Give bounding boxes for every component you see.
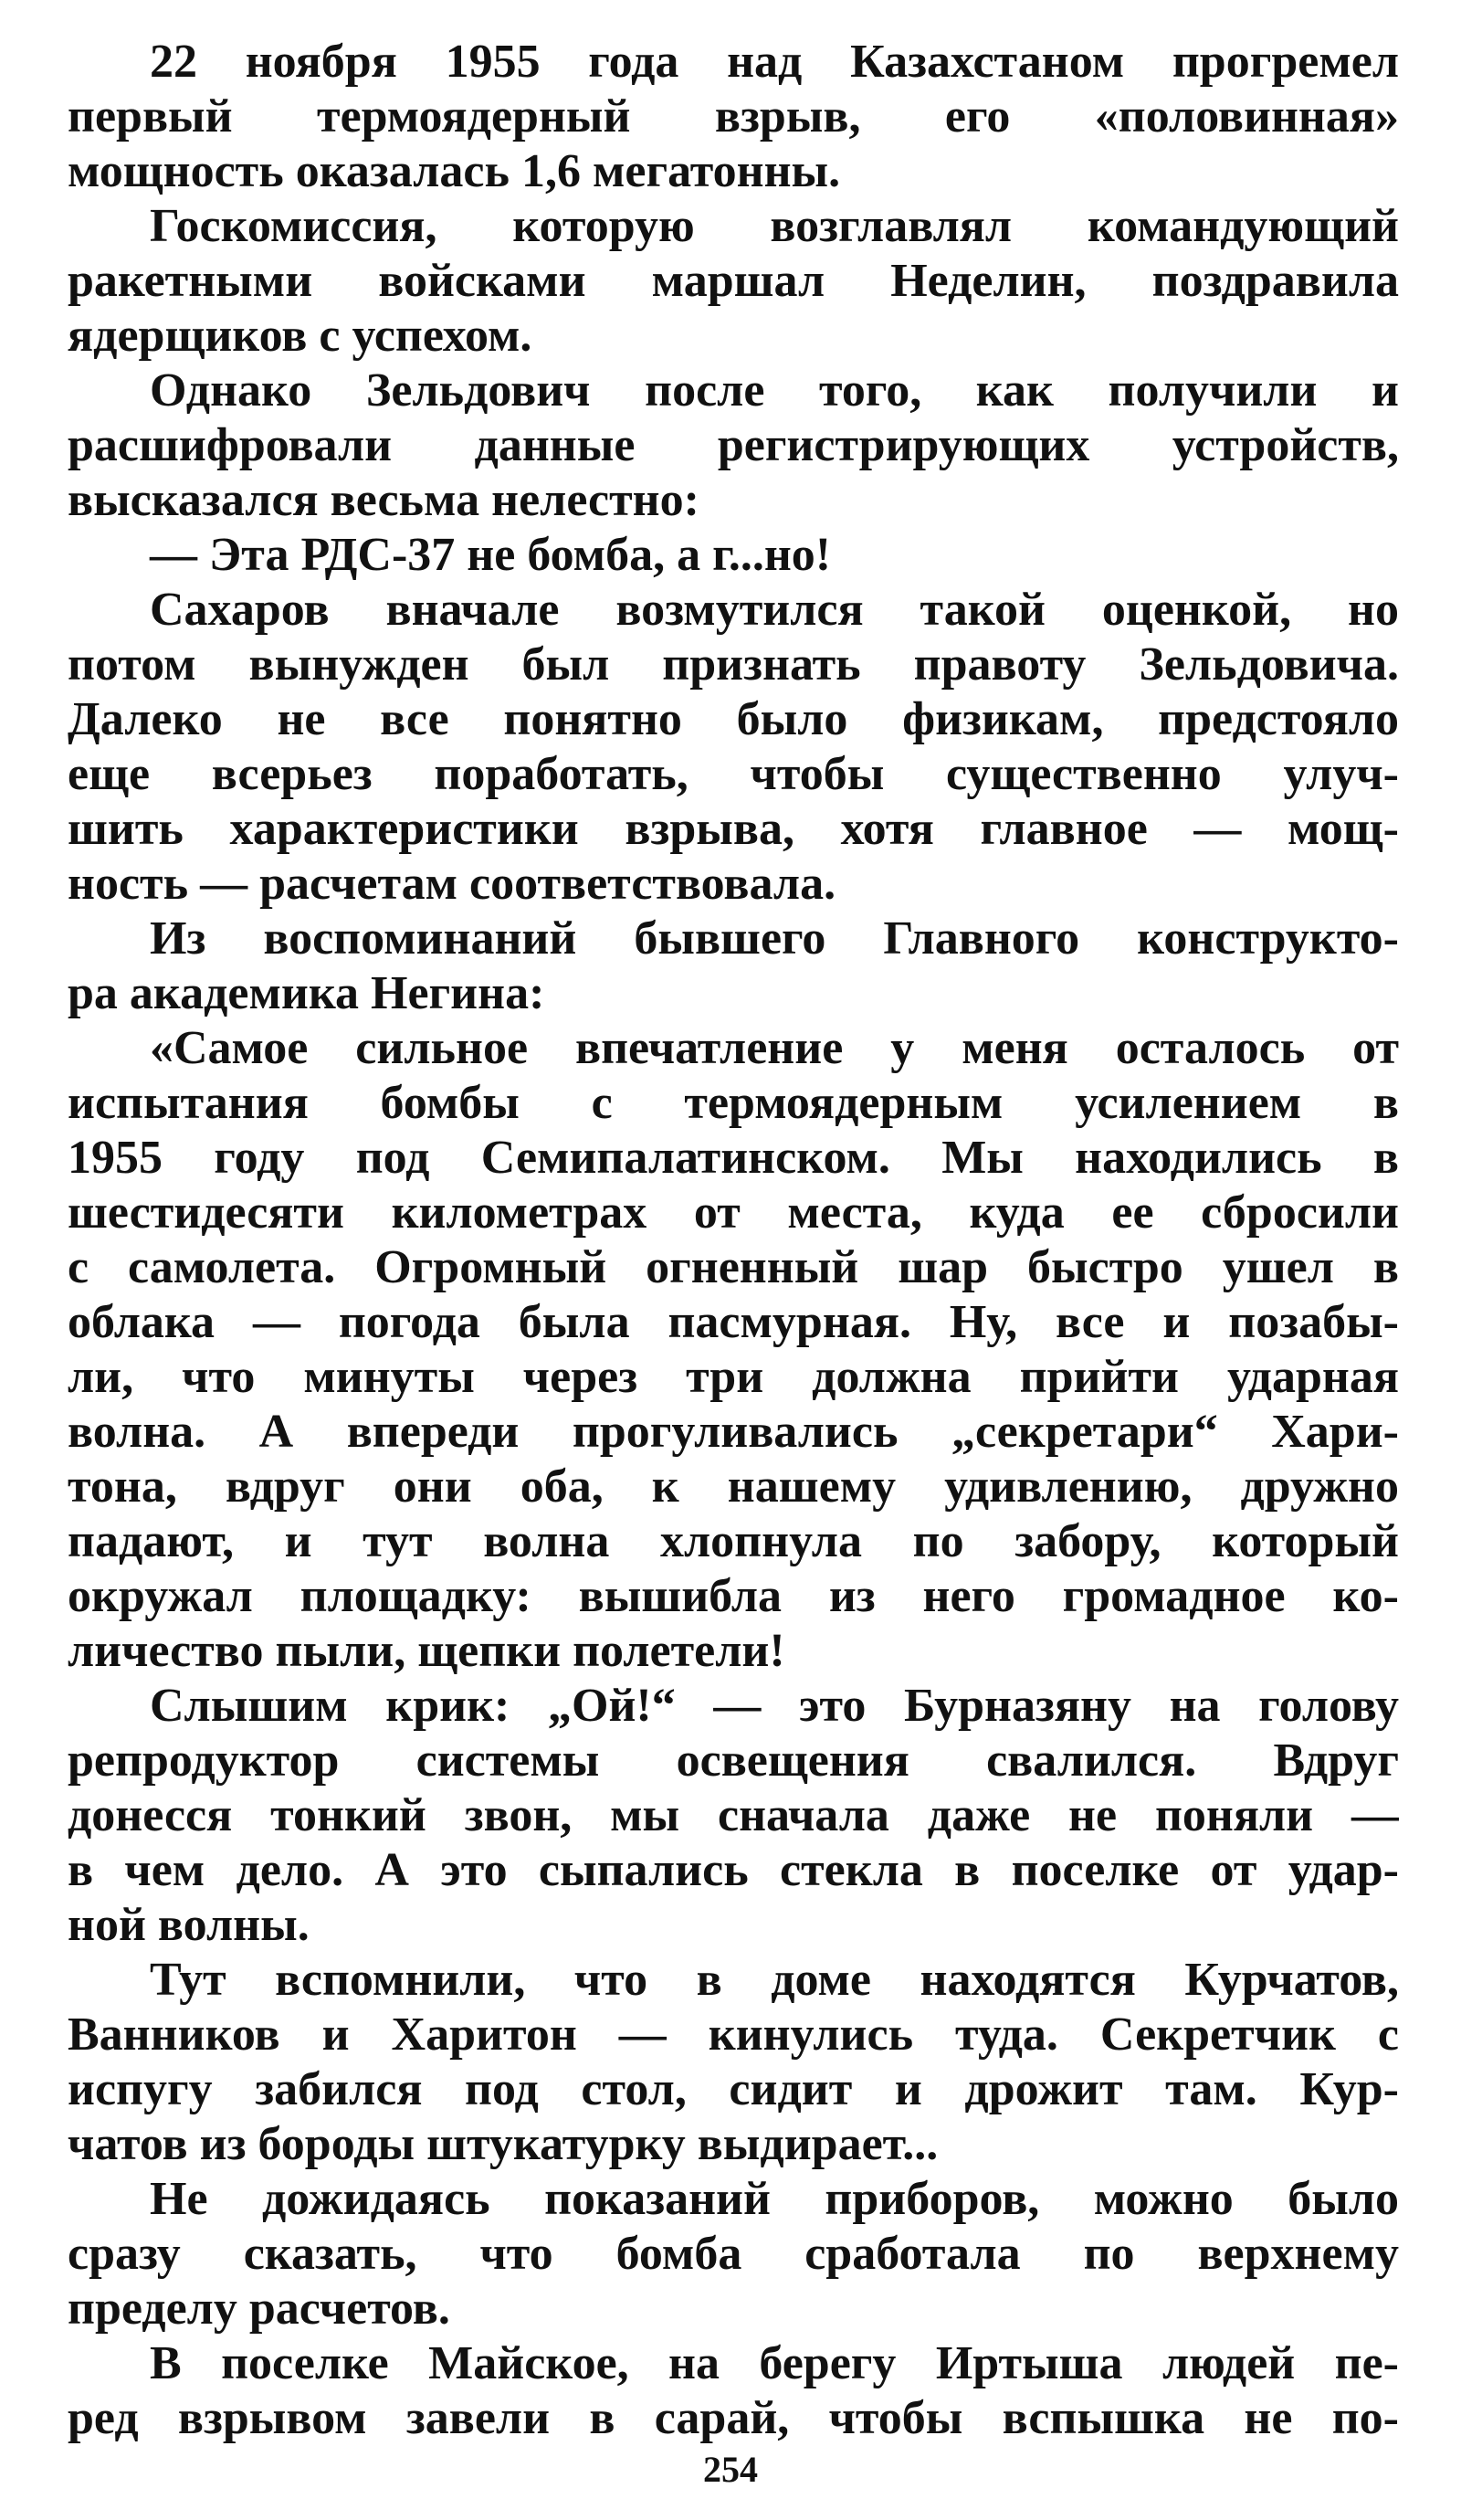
quote-line: донесся тонкий звон, мы сначала даже не поняли — <box>68 1789 1399 1841</box>
text-line: 22 ноября 1955 года над Казахстаном прогремел <box>150 36 1399 88</box>
text-column <box>68 35 1399 2446</box>
text-line: первый термоядерный взрыв, его «половинная» <box>68 90 1399 142</box>
quote-line: сразу сказать, что бомба сработала по верхнему <box>68 2228 1399 2280</box>
text-line: ра академика Негина: <box>68 967 545 1019</box>
quote-line: падают, и тут волна хлопнула по забору, который <box>68 1515 1399 1567</box>
text-line: высказался весьма нелестно: <box>68 474 699 526</box>
text-line: Госкомиссия, которую возглавлял командующий <box>150 200 1399 252</box>
quote-line: ной волны. <box>68 1899 310 1951</box>
quote-line: 1955 году под Семипалатинском. Мы находились в <box>68 1132 1399 1184</box>
quote-line: окружал площадку: вышибла из него громадное ко- <box>68 1570 1399 1622</box>
text-line: еще всерьез поработать, чтобы существенно улуч- <box>68 748 1399 800</box>
text-line: ность — расчетам соответствовала. <box>68 858 836 910</box>
page-number: 254 <box>703 2449 758 2490</box>
text-line: ракетными войсками маршал Неделин, поздравила <box>68 255 1399 307</box>
quote-line: с самолета. Огромный огненный шар быстро ушел в <box>68 1241 1399 1293</box>
quote-line: шестидесяти километрах от места, куда ее сбросили <box>68 1186 1399 1239</box>
text-line: Сахаров вначале возмутился такой оценкой, но <box>150 584 1399 636</box>
quote-line: чатов из бороды штукатурку выдирает... <box>68 2118 939 2170</box>
text-line: потом вынужден был признать правоту Зельдовича. <box>68 638 1399 691</box>
text-line: расшифровали данные регистрирующих устройств, <box>68 419 1399 471</box>
text-line: Далеко не все понятно было физикам, предстояло <box>68 693 1399 745</box>
quote-line: облака — погода была пасмурная. Ну, все и позабы- <box>68 1296 1399 1348</box>
text-line: мощность оказалась 1,6 мегатонны. <box>68 145 841 197</box>
quote-line: Не дожидаясь показаний приборов, можно было <box>150 2173 1399 2225</box>
quote-line: Слышим крик: „Ой!“ — это Бурназяну на голову <box>150 1680 1399 1732</box>
quote-line: «Самое сильное впечатление у меня осталось от <box>150 1022 1399 1074</box>
text-line: ядерщиков с успехом. <box>68 310 532 362</box>
text-line: Из воспоминаний бывшего Главного конструкто- <box>150 912 1399 965</box>
quote-line: в чем дело. А это сыпались стекла в поселке от удар- <box>68 1844 1399 1896</box>
text-line: ред взрывом завели в сарай, чтобы вспышка не по- <box>68 2392 1399 2444</box>
dialogue-line: — Эта РДС-37 не бомба, а г...но! <box>150 529 832 581</box>
quote-line: испугу забился под стол, сидит и дрожит там. Кур- <box>68 2063 1399 2115</box>
quote-line: личество пыли, щепки полетели! <box>68 1625 785 1677</box>
quote-line: испытания бомбы с термоядерным усилением в <box>68 1077 1399 1129</box>
quote-line: ли, что минуты через три должна прийти ударная <box>68 1351 1399 1403</box>
text-line: шить характеристики взрыва, хотя главное — мощ- <box>68 803 1399 855</box>
text-line: В поселке Майское, на берегу Иртыша людей пе- <box>150 2337 1399 2389</box>
quote-line: Тут вспомнили, что в доме находятся Курчатов, <box>150 1954 1399 2006</box>
quote-line: Ванников и Харитон — кинулись туда. Секретчик с <box>68 2009 1399 2061</box>
quote-line: репродуктор системы освещения свалился. Вдруг <box>68 1734 1399 1787</box>
quote-line: тона, вдруг они оба, к нашему удивлению, дружно <box>68 1460 1399 1513</box>
text-line: Однако Зельдович после того, как получили и <box>150 364 1399 416</box>
quote-line: волна. А впереди прогуливались „секретари“ Хари- <box>68 1406 1399 1458</box>
quote-line: пределу расчетов. <box>68 2283 450 2335</box>
